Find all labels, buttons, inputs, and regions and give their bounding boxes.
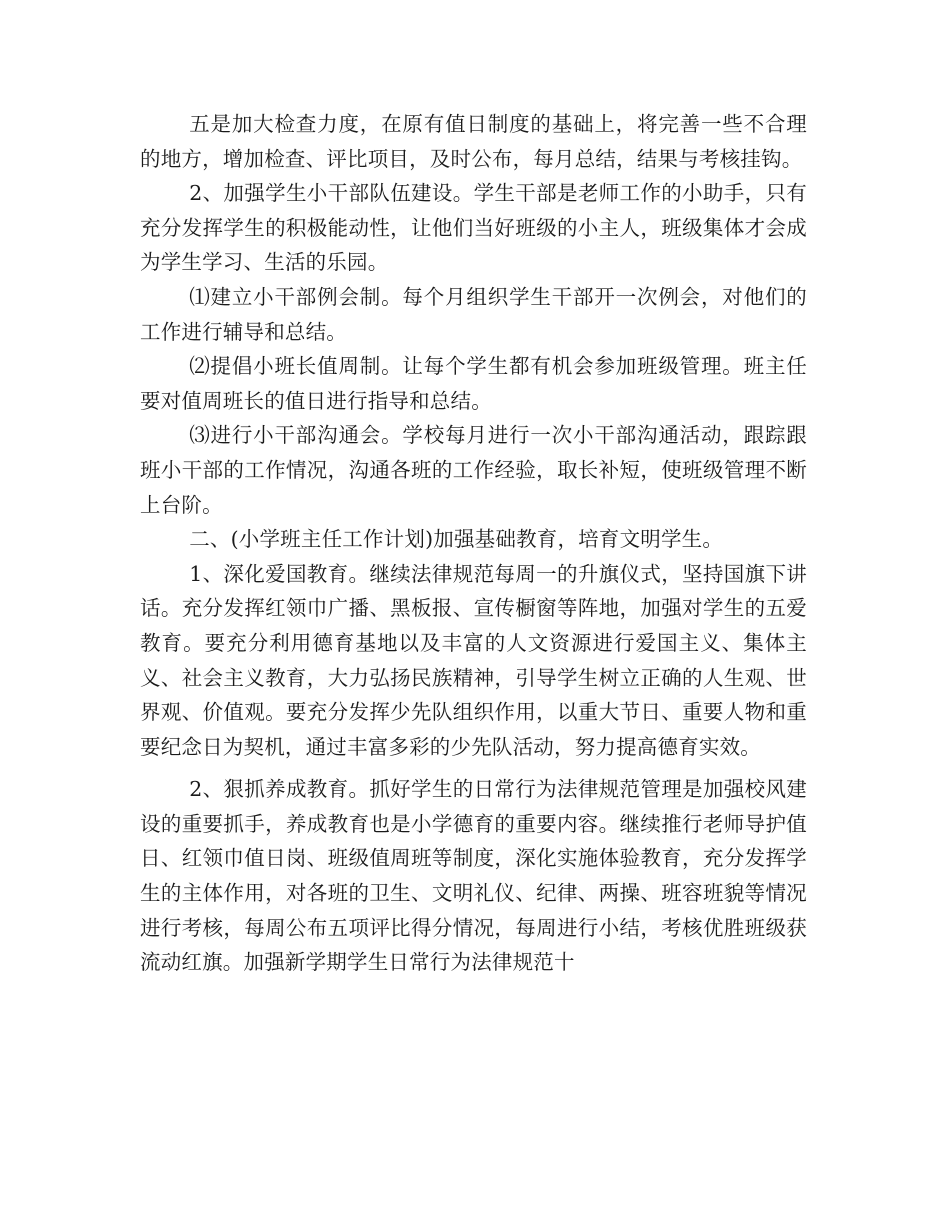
paragraph-habit-education: 2、狠抓养成教育。抓好学生的日常行为法律规范管理是加强校风建设的重要抓手，养成教育也是小学德育的重要内容。继续推行老师导护值日、红领巾值日岗、班级值周班等制度，深化实施体验教育，充分发挥学生的主体作用，对各班的卫生、文明礼仪、纪律、两操、班容班貌等情况进行考核，每周公布五项评比得分情况，每周进行小结，考核优胜班级获流动红旗。加强新学期学生日常行为法律规范十 xyxy=(140,777,807,975)
document-page xyxy=(140,107,807,980)
paragraph-inspection: 五是加大检查力度，在原有值日制度的基础上，将完善一些不合理的地方，增加检查、评比项目，及时公布，每月总结，结果与考核挂钩。 xyxy=(140,112,807,171)
section-heading-basic-education: 二、(小学班主任工作计划)加强基础教育，培育文明学生。 xyxy=(189,527,724,552)
paragraph-weekly-monitor: ⑵提倡小班长值周制。让每个学生都有机会参加班级管理。班主任要对值周班长的值日进行指导和总结。 xyxy=(140,354,807,413)
paragraph-patriotic-education: 1、深化爱国教育。继续法律规范每周一的升旗仪式，坚持国旗下讲话。充分发挥红领巾广播、黑板报、宣传橱窗等阵地，加强对学生的五爱教育。要充分利用德育基地以及丰富的人文资源进行爱国主义、集体主义、社会主义教育，大力弘扬民族精神，引导学生树立正确的人生观、世界观、价值观。要充分发挥少先队组织作用，以重大节日、重要人物和重要纪念日为契机，通过丰富多彩的少先队活动，努力提高德育实效。 xyxy=(140,561,807,759)
paragraph-student-cadres: 2、加强学生小干部队伍建设。学生干部是老师工作的小助手，只有充分发挥学生的积极能动性，让他们当好班级的小主人，班级集体才会成为学生学习、生活的乐园。 xyxy=(140,181,807,275)
paragraph-cadre-meeting: ⑴建立小干部例会制。每个月组织学生干部开一次例会，对他们的工作进行辅导和总结。 xyxy=(140,284,807,344)
paragraph-cadre-communication: ⑶进行小干部沟通会。学校每月进行一次小干部沟通活动，跟踪跟班小干部的工作情况，沟通各班的工作经验，取长补短，使班级管理不断上台阶。 xyxy=(140,423,807,517)
